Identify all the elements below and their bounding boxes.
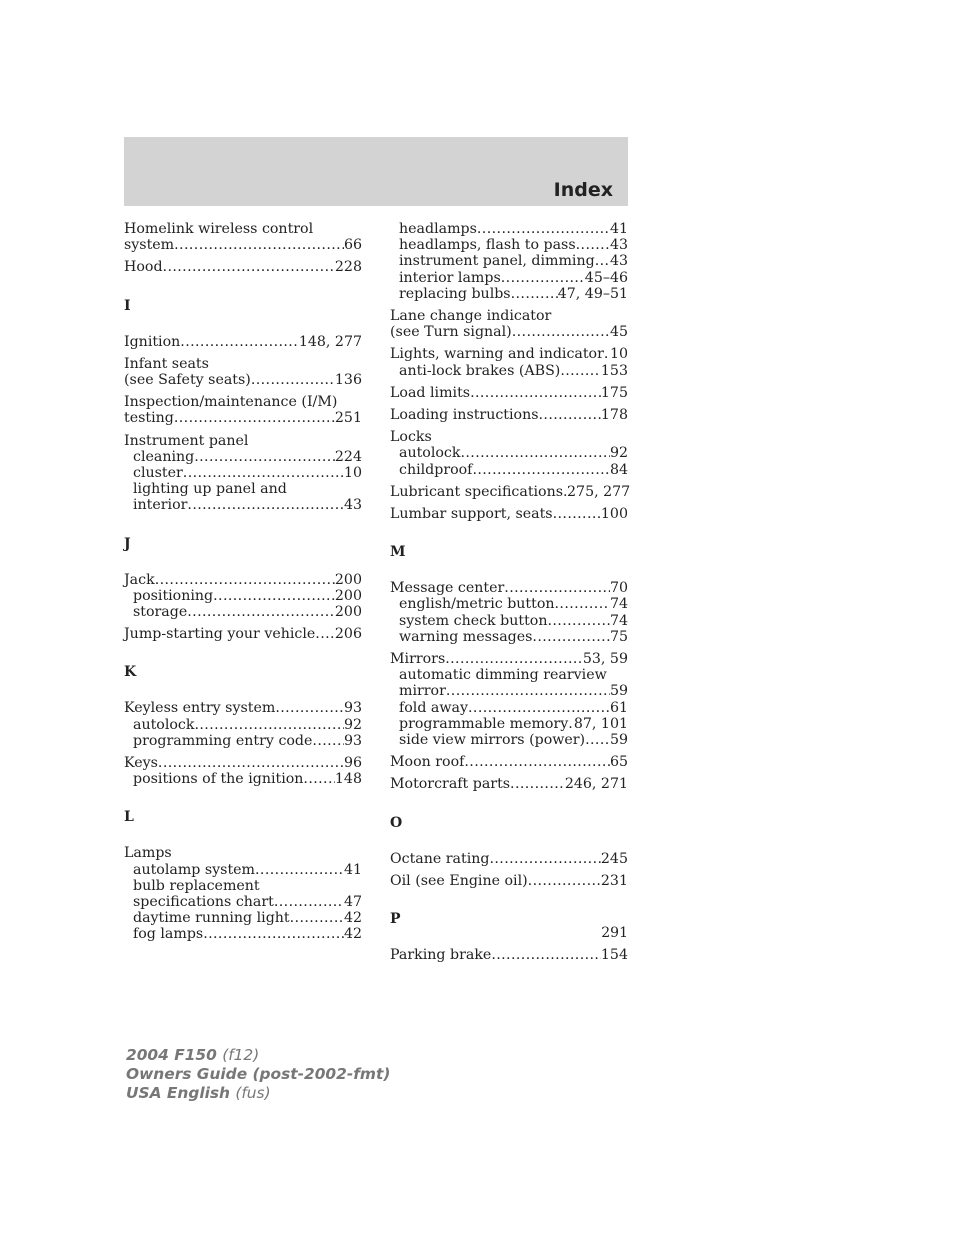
index-entry-line <box>124 755 362 771</box>
index-entry-line <box>124 372 362 388</box>
index-entry-line <box>390 851 628 867</box>
entry-page-ref: 84 <box>609 461 628 478</box>
entry-page-ref: 93 <box>343 732 362 749</box>
index-column-right <box>390 221 631 969</box>
entry-label: Inspection/maintenance (I/M) <box>124 394 338 411</box>
index-subentry-line <box>124 717 362 733</box>
index-entry-line <box>124 237 362 253</box>
index-entry-line <box>124 221 362 237</box>
index-subentry-line <box>124 497 362 513</box>
entry-label: side view mirrors (power) <box>399 732 586 749</box>
entry-label: headlamps <box>399 221 477 237</box>
index-entry-line <box>390 429 628 445</box>
index-entry-line <box>124 410 362 426</box>
index-subentry-line <box>124 926 362 942</box>
index-subentry-line <box>390 716 628 732</box>
dot-leader <box>472 462 609 478</box>
dot-leader <box>501 270 585 286</box>
entry-page-ref: 178 <box>600 407 628 424</box>
entry-label: childproof <box>399 461 473 478</box>
dot-leader <box>470 385 601 401</box>
index-subentry-line <box>390 596 628 612</box>
index-subentry-line <box>390 629 628 645</box>
page-title: Index <box>553 179 613 201</box>
dot-leader <box>539 407 601 423</box>
index-subentry-line <box>390 683 628 699</box>
entry-label: Lamps <box>124 845 172 862</box>
entry-page-ref: 206 <box>334 626 362 643</box>
index-column-left <box>124 221 362 949</box>
entry-page-ref: 10 <box>343 465 362 482</box>
index-entry <box>390 506 628 522</box>
dot-leader <box>187 497 344 513</box>
dot-leader <box>491 947 601 963</box>
dot-leader <box>532 629 610 645</box>
entry-label: interior <box>133 497 188 514</box>
dot-leader <box>512 324 610 340</box>
entry-page-ref: 136 <box>334 372 362 389</box>
index-entry <box>390 385 628 401</box>
dot-leader <box>290 910 344 926</box>
entry-page-ref: 224 <box>334 448 362 465</box>
entry-label: specifications chart <box>133 894 274 911</box>
entry-page-ref: 47 <box>343 894 362 911</box>
dot-leader <box>555 596 610 612</box>
section-letter: J <box>124 535 131 552</box>
dot-leader <box>213 588 335 604</box>
entry-page-ref: 61 <box>609 699 628 716</box>
dot-leader <box>312 733 344 749</box>
entry-page-ref: 45–46 <box>584 269 628 286</box>
entry-label: automatic dimming rearview <box>399 667 607 684</box>
document-footer <box>126 1046 390 1103</box>
entry-page-ref: 43 <box>609 237 628 254</box>
index-entry-line <box>390 346 628 362</box>
entry-label: interior lamps <box>399 269 501 286</box>
entry-label: Octane rating <box>390 850 490 867</box>
entry-label: programming entry code <box>133 732 313 749</box>
entry-label: warning messages <box>399 628 533 645</box>
index-subentry-line <box>390 363 628 379</box>
index-entry <box>390 947 628 963</box>
footer-guide: Owners Guide (post-2002-fmt) <box>126 1065 391 1083</box>
index-subentry-line <box>124 465 362 481</box>
index-subentry-line <box>124 481 362 497</box>
entry-page-ref: 148, 277 <box>298 333 362 350</box>
index-entry <box>390 407 628 423</box>
index-subentry-line <box>124 733 362 749</box>
entry-label: daytime running light <box>133 910 290 927</box>
dot-leader <box>180 334 299 350</box>
entry-page-ref: 87, 101 <box>573 715 628 732</box>
dot-leader <box>477 221 610 237</box>
dot-leader <box>255 862 344 878</box>
index-subentry-line <box>124 910 362 926</box>
entry-page-ref: 200 <box>334 571 362 588</box>
dot-leader <box>585 732 610 748</box>
index-entry-line <box>390 651 628 667</box>
index-entry-line <box>390 308 628 324</box>
index-subentry-line <box>124 604 362 620</box>
index-entry <box>390 221 628 302</box>
entry-page-ref: 96 <box>343 755 362 772</box>
dot-leader <box>315 626 335 642</box>
index-entry-line <box>124 334 362 350</box>
footer-language: USA English <box>126 1084 231 1102</box>
entry-label: autolock <box>399 445 461 462</box>
index-entry <box>124 394 362 426</box>
entry-label: Message center <box>390 580 505 597</box>
entry-label: Homelink wireless control <box>124 221 314 237</box>
entry-label: Infant seats <box>124 355 209 372</box>
entry-page-ref: 92 <box>343 716 362 733</box>
dot-leader <box>251 372 335 388</box>
entry-page-ref: 53, 59 <box>582 651 628 668</box>
entry-label: fog lamps <box>133 926 204 943</box>
entry-page-ref: 251 <box>334 410 362 427</box>
dot-leader <box>560 363 601 379</box>
index-entry-line <box>124 356 362 372</box>
entry-page-ref: 41 <box>609 221 628 237</box>
entry-label: (see Safety seats) <box>124 372 251 389</box>
index-entry-line <box>390 324 628 340</box>
dot-leader <box>464 754 610 770</box>
dot-leader <box>158 755 344 771</box>
index-entry <box>390 873 628 889</box>
dot-leader <box>174 237 344 253</box>
entry-label: Keyless entry system <box>124 700 276 717</box>
dot-leader <box>489 851 600 867</box>
entry-label: instrument panel, dimming <box>399 253 595 270</box>
index-entry-line <box>124 572 362 588</box>
index-entry <box>390 651 628 748</box>
entry-label: Motorcraft parts <box>390 776 511 793</box>
entry-page-ref: 43 <box>609 253 628 270</box>
entry-label: Jack <box>124 571 155 588</box>
section-letter: I <box>124 297 131 314</box>
entry-page-ref: 65 <box>609 754 628 771</box>
dot-leader <box>553 506 601 522</box>
dot-leader <box>510 776 565 792</box>
entry-label: Lights, warning and indicator <box>390 346 604 363</box>
entry-page-ref: 153 <box>600 362 628 379</box>
dot-leader <box>174 410 335 426</box>
entry-page-ref: 245 <box>600 850 628 867</box>
entry-page-ref: 148 <box>334 771 362 788</box>
entry-page-ref: 246, 271 <box>564 776 628 793</box>
index-entry <box>124 259 362 275</box>
section-letter: L <box>124 809 134 826</box>
entry-label: testing <box>124 410 174 427</box>
dot-leader <box>504 580 610 596</box>
index-entry-line <box>390 407 628 423</box>
footer-model-code: (f12) <box>222 1046 260 1064</box>
index-subentry-line <box>390 445 628 461</box>
index-entry <box>124 626 362 642</box>
entry-page-ref: 92 <box>609 445 628 462</box>
index-entry <box>124 845 362 942</box>
index-entry-line <box>390 580 628 596</box>
index-entry <box>124 700 362 749</box>
index-subentry-line <box>390 286 628 302</box>
index-entry-line <box>390 754 628 770</box>
dot-leader <box>468 700 610 716</box>
entry-label: Jump-starting your vehicle <box>124 626 316 643</box>
index-subentry-line <box>390 270 628 286</box>
entry-page-ref: 100 <box>600 506 628 523</box>
dot-leader <box>303 771 334 787</box>
entry-label: mirror <box>399 683 446 700</box>
dot-leader <box>194 449 335 465</box>
index-subentry-line <box>124 449 362 465</box>
entry-label: replacing bulbs <box>399 285 511 302</box>
entry-label: Ignition <box>124 333 181 350</box>
entry-label: Lumbar support, seats <box>390 506 553 523</box>
index-entry-line <box>124 845 362 861</box>
section-letter: O <box>390 814 403 831</box>
index-subentry-line <box>390 700 628 716</box>
entry-label: lighting up panel and <box>133 481 287 498</box>
entry-label: cleaning <box>133 448 195 465</box>
index-subentry-line <box>124 588 362 604</box>
index-entry <box>124 221 362 253</box>
entry-page-ref: 200 <box>334 587 362 604</box>
entry-page-ref: 175 <box>600 384 628 401</box>
index-entry-line <box>124 259 362 275</box>
entry-label: Loading instructions <box>390 407 539 424</box>
index-subentry-line <box>390 237 628 253</box>
entry-page-ref: 93 <box>343 700 362 717</box>
entry-label: Instrument panel <box>124 432 249 449</box>
index-entry <box>124 572 362 621</box>
index-subentry-line <box>390 667 628 683</box>
index-subentry-line <box>390 613 628 629</box>
entry-label: Parking brake <box>390 947 492 964</box>
entry-label: bulb replacement <box>133 877 260 894</box>
index-entry <box>124 334 362 350</box>
entry-label: anti-lock brakes (ABS) <box>399 362 561 379</box>
index-subentry-line <box>390 221 628 237</box>
entry-page-ref: 42 <box>343 926 362 943</box>
index-entry-line <box>390 947 628 963</box>
entry-page-ref: 10 <box>609 346 628 363</box>
entry-page-ref: 47, 49–51 <box>557 285 628 302</box>
dot-leader <box>183 465 344 481</box>
index-entry-line <box>390 873 628 889</box>
entry-label: english/metric button <box>399 596 555 613</box>
entry-page-ref: 231 <box>600 872 628 889</box>
index-entry-line <box>390 483 631 500</box>
dot-leader <box>576 237 610 253</box>
entry-label: positioning <box>133 587 214 604</box>
index-entry <box>390 851 628 867</box>
dot-leader <box>155 572 335 588</box>
entry-page-ref: 66 <box>343 237 362 254</box>
dot-leader <box>274 894 344 910</box>
entry-label: headlamps, flash to pass <box>399 237 576 254</box>
entry-label: Keys <box>124 755 158 772</box>
entry-label: fold away <box>399 699 468 716</box>
index-entry <box>390 346 628 378</box>
index-entry <box>390 483 631 500</box>
entry-label: Hood <box>124 259 163 276</box>
index-subentry-line <box>124 771 362 787</box>
index-entry <box>390 776 628 792</box>
entry-label: Mirrors <box>390 651 446 668</box>
dot-leader <box>203 926 344 942</box>
dot-leader <box>446 683 610 699</box>
entry-page-ref: 275, 277 <box>567 483 631 500</box>
index-entry-line <box>390 506 628 522</box>
entry-label: programmable memory <box>399 715 569 732</box>
dot-leader <box>194 717 343 733</box>
index-entry <box>124 356 362 388</box>
dot-leader <box>460 445 609 461</box>
index-subentry-line <box>390 253 628 269</box>
entry-label: Lubricant specifications <box>390 483 564 500</box>
entry-label: (see Turn signal) <box>390 324 512 341</box>
entry-page-ref: 74 <box>609 596 628 613</box>
entry-page-ref: 59 <box>609 683 628 700</box>
index-entry <box>390 754 628 770</box>
entry-page-ref: 200 <box>334 604 362 621</box>
entry-page-ref: 43 <box>343 497 362 514</box>
index-subentry-line <box>390 732 628 748</box>
index-entry-line <box>124 626 362 642</box>
entry-label: autolamp system <box>133 861 256 878</box>
entry-page-ref: 75 <box>609 628 628 645</box>
entry-page-ref: 74 <box>609 612 628 629</box>
dot-leader <box>547 613 609 629</box>
dot-leader <box>595 253 610 269</box>
entry-label: cluster <box>133 465 183 482</box>
entry-label: storage <box>133 604 188 621</box>
entry-page-ref: 228 <box>334 259 362 276</box>
index-subentry-line <box>124 862 362 878</box>
entry-label: autolock <box>133 716 195 733</box>
section-letter: P <box>390 911 401 928</box>
section-letter: K <box>124 664 137 681</box>
entry-page-ref: 59 <box>609 732 628 749</box>
entry-label: Load limits <box>390 384 471 401</box>
entry-page-ref: 41 <box>343 861 362 878</box>
index-entry-line <box>390 776 628 792</box>
index-subentry-line <box>390 462 628 478</box>
index-entry-line <box>124 394 362 410</box>
entry-page-ref: 45 <box>609 324 628 341</box>
entry-label: Moon roof <box>390 754 465 771</box>
dot-leader <box>528 873 601 889</box>
index-entry <box>124 433 362 514</box>
header-band <box>124 137 628 206</box>
entry-page-ref: 70 <box>609 580 628 597</box>
index-entry <box>124 755 362 787</box>
entry-label: system check button <box>399 612 548 629</box>
footer-model: 2004 F150 <box>126 1046 217 1064</box>
page-number: 291 <box>601 925 628 941</box>
index-entry-line <box>124 433 362 449</box>
entry-label: Oil (see Engine oil) <box>390 872 528 889</box>
index-entry <box>390 429 628 478</box>
index-subentry-line <box>124 878 362 894</box>
index-entry <box>390 308 628 340</box>
dot-leader <box>163 259 335 275</box>
index-subentry-line <box>124 894 362 910</box>
dot-leader <box>275 700 344 716</box>
dot-leader <box>445 651 583 667</box>
entry-label: Lane change indicator <box>390 308 552 325</box>
entry-page-ref: 154 <box>600 947 628 964</box>
dot-leader <box>187 604 335 620</box>
footer-language-code: (fus) <box>235 1084 271 1102</box>
index-entry-line <box>390 385 628 401</box>
entry-label: system <box>124 237 175 254</box>
index-entry <box>390 580 628 645</box>
entry-label: positions of the ignition <box>133 771 304 788</box>
entry-page-ref: 42 <box>343 910 362 927</box>
section-letter: M <box>390 544 406 561</box>
index-entry-line <box>124 700 362 716</box>
entry-label: Locks <box>390 429 432 446</box>
dot-leader <box>511 286 558 302</box>
